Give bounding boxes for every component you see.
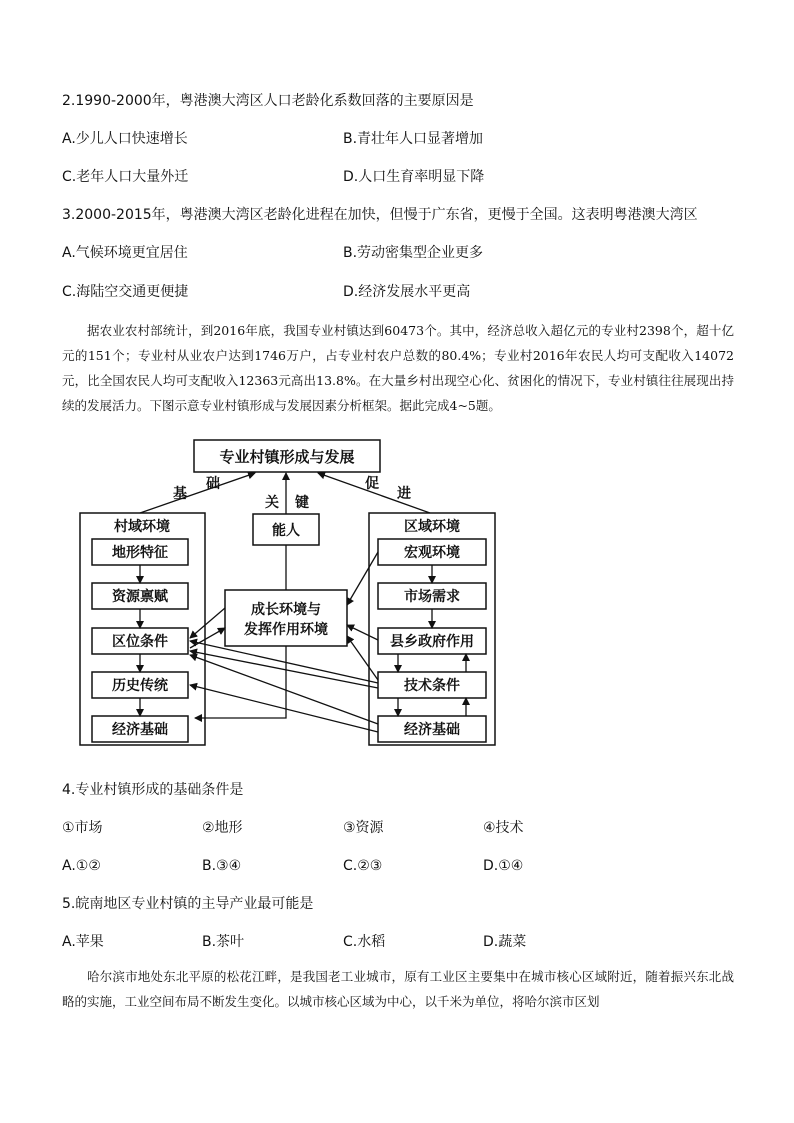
svg-text:促: 促 xyxy=(365,476,379,492)
q2-option-a[interactable]: A.少儿人口快速增长 xyxy=(62,131,188,147)
passage-harbin: 哈尔滨市地处东北平原的松花江畔，是我国老工业城市，原有工业区主要集中在城市核心区域附近，随着振兴东北战略的实施，工业空间布局不断发生变化。以城市核心区域为中心，以千米为单位，将哈尔滨市区划 xyxy=(62,969,734,1009)
question-3-stem: 3.2000-2015年，粤港澳大湾区老龄化进程在加快，但慢于广东省，更慢于全国。这表明粤港澳大湾区 xyxy=(62,207,698,223)
q4-option-a[interactable]: A.①② xyxy=(62,858,101,874)
q3-option-c[interactable]: C.海陆空交通更便捷 xyxy=(62,284,189,300)
q4-option-c[interactable]: C.②③ xyxy=(343,858,383,874)
question-2-stem: 2.1990-2000年，粤港澳大湾区人口老龄化系数回落的主要原因是 xyxy=(62,93,474,109)
svg-text:关: 关 xyxy=(265,495,279,511)
svg-text:县乡政府作用: 县乡政府作用 xyxy=(390,634,474,650)
svg-text:基: 基 xyxy=(173,486,187,502)
svg-text:进: 进 xyxy=(397,486,411,502)
svg-text:经济基础: 经济基础 xyxy=(112,722,168,738)
q4-choice-4: ④技术 xyxy=(483,820,524,836)
q4-option-b[interactable]: B.③④ xyxy=(202,858,242,874)
q5-option-d[interactable]: D.蔬菜 xyxy=(483,934,527,950)
neng-ren-label: 能人 xyxy=(272,523,300,539)
right-group-label: 区域环境 xyxy=(404,519,460,535)
svg-text:经济基础: 经济基础 xyxy=(404,722,460,738)
svg-text:区位条件: 区位条件 xyxy=(112,634,168,650)
q5-option-b[interactable]: B.茶叶 xyxy=(202,934,245,950)
question-5-stem: 5.皖南地区专业村镇的主导产业最可能是 xyxy=(62,896,314,912)
svg-text:宏观环境: 宏观环境 xyxy=(404,545,460,561)
svg-text:地形特征: 地形特征 xyxy=(112,545,168,561)
passage-specialized-villages: 据农业农村部统计，到2016年底，我国专业村镇达到60473个。其中，经济总收入超亿元的专业村2398个，超十亿元的151个；专业村从业农户达到1746万户，占专业村农户总数的80.4%；专业村2016年农民人均可支配收入14072元，比全国农民人均可支配收入12363元高出13.8%。在大量乡村出现空心化、贫困化的情况下，专业村镇往往展现出持续的发展活力。下图示意专业村镇形成与发展因素分析框架。据此完成4~5题。 xyxy=(62,323,734,413)
q4-choice-1: ①市场 xyxy=(62,820,103,836)
q5-option-c[interactable]: C.水稻 xyxy=(343,934,386,950)
svg-text:发挥作用环境: 发挥作用环境 xyxy=(244,622,328,638)
svg-text:础: 础 xyxy=(206,476,220,492)
svg-text:键: 键 xyxy=(295,495,309,511)
q2-option-d[interactable]: D.人口生育率明显下降 xyxy=(343,169,485,185)
diagram-title: 专业村镇形成与发展 xyxy=(219,448,355,466)
svg-text:资源禀赋: 资源禀赋 xyxy=(112,589,168,605)
q5-option-a[interactable]: A.苹果 xyxy=(62,934,104,950)
svg-text:成长环境与: 成长环境与 xyxy=(251,602,321,618)
question-4-stem: 4.专业村镇形成的基础条件是 xyxy=(62,782,244,798)
q4-choice-3: ③资源 xyxy=(343,820,384,836)
q4-option-d[interactable]: D.①④ xyxy=(483,858,524,874)
left-group-label: 村域环境 xyxy=(114,519,170,535)
q4-choice-2: ②地形 xyxy=(202,820,243,836)
q3-option-a[interactable]: A.气候环境更宜居住 xyxy=(62,245,188,261)
svg-text:技术条件: 技术条件 xyxy=(404,678,460,694)
q2-option-b[interactable]: B.青壮年人口显著增加 xyxy=(343,131,484,147)
q3-option-d[interactable]: D.经济发展水平更高 xyxy=(343,284,471,300)
q2-option-c[interactable]: C.老年人口大量外迁 xyxy=(62,169,189,185)
svg-text:市场需求: 市场需求 xyxy=(404,589,460,605)
svg-text:历史传统: 历史传统 xyxy=(112,678,168,694)
q3-option-b[interactable]: B.劳动密集型企业更多 xyxy=(343,245,484,261)
